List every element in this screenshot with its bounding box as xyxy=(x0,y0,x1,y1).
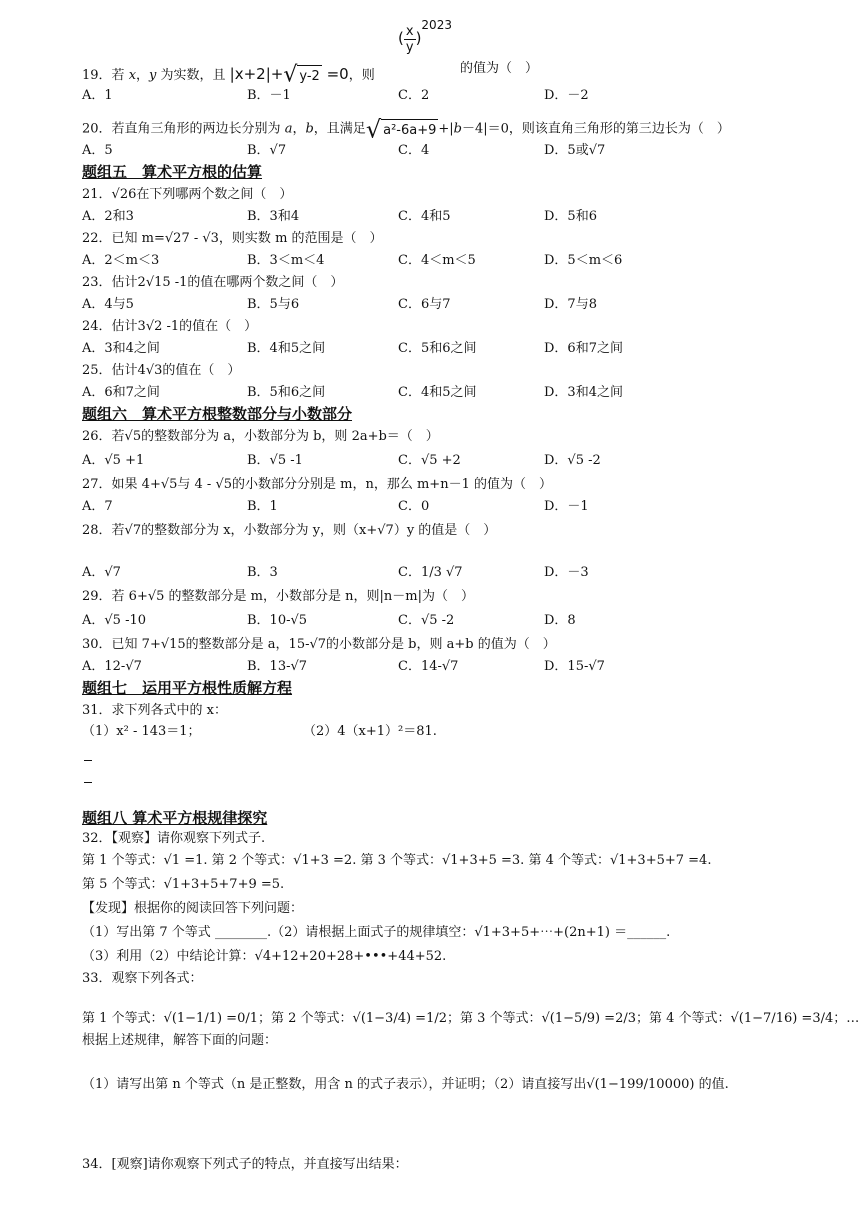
q23-option-c: C．6与7 xyxy=(398,297,451,312)
q24-option-c: C．5和6之间 xyxy=(398,341,477,356)
q29-option-d: D．8 xyxy=(544,613,576,628)
q22-option-c: C．4＜m＜5 xyxy=(398,253,476,268)
q28-option-a: A．√7 xyxy=(82,565,121,580)
q22-stem: 22．已知 m=√27 - √3，则实数 m 的范围是（ ） xyxy=(82,231,383,246)
q25-stem: 25．估计4√3的值在（ ） xyxy=(82,363,241,378)
q30-stem: 30．已知 7+√15的整数部分是 a，15-√7的小数部分是 b，则 a+b 的值为（ ） xyxy=(82,637,556,652)
q32-stem: 32．【观察】请你观察下列式子. xyxy=(82,831,266,846)
q34-stem: 34．[观察]请你观察下列式子的特点，并直接写出结果： xyxy=(82,1157,408,1172)
q24-option-d: D．6和7之间 xyxy=(544,341,623,356)
q19-option-c: C．2 xyxy=(398,88,430,103)
q29-option-c: C．√5 -2 xyxy=(398,613,455,628)
q29-stem: 29．若 6+√5 的整数部分是 m，小数部分是 n，则|n－m|为（ ） xyxy=(82,589,474,604)
q33-line-1: 第 1 个等式：√(1−1/1) =0/1；第 2 个等式：√(1−3/4) =1/2；第 3 个等式：√(1−5/9) =2/3；第 4 个等式：√(1−7/16) =3/4；… xyxy=(82,1011,860,1026)
group-7-heading: 题组七 运用平方根性质解方程 xyxy=(82,679,293,697)
q19-stem: 19．若 x，y 为实数，且 |x+2|+√ y-2 =0，则 xyxy=(82,62,375,87)
q30-option-a: A．12-√7 xyxy=(82,659,142,674)
q28-option-d: D．－3 xyxy=(544,565,589,580)
q20-option-c: C．4 xyxy=(398,143,430,158)
q25-option-a: A．6和7之间 xyxy=(82,385,160,400)
q26-option-c: C．√5 +2 xyxy=(398,453,461,468)
q23-option-d: D．7与8 xyxy=(544,297,597,312)
answer-line xyxy=(84,782,92,783)
q27-option-c: C．0 xyxy=(398,499,430,514)
q24-option-a: A．3和4之间 xyxy=(82,341,160,356)
q33-stem: 33．观察下列各式： xyxy=(82,971,203,986)
q27-option-b: B．1 xyxy=(247,499,278,514)
q31-part-1: （1）x² - 143＝1； xyxy=(82,724,201,739)
q26-option-d: D．√5 -2 xyxy=(544,453,601,468)
q25-option-b: B．5和6之间 xyxy=(247,385,326,400)
answer-line xyxy=(84,760,92,761)
q21-option-d: D．5和6 xyxy=(544,209,597,224)
q19-option-d: D．－2 xyxy=(544,88,589,103)
q22-option-a: A．2＜m＜3 xyxy=(82,253,160,268)
q32-part-3: （3）利用（2）中结论计算：√4+12+20+28+•••+44+52. xyxy=(82,949,447,964)
q23-option-a: A．4与5 xyxy=(82,297,134,312)
q26-option-b: B．√5 -1 xyxy=(247,453,303,468)
q26-option-a: A．√5 +1 xyxy=(82,453,145,468)
q25-option-d: D．3和4之间 xyxy=(544,385,623,400)
group-6-heading: 题组六 算术平方根整数部分与小数部分 xyxy=(82,405,353,423)
q29-option-b: B．10-√5 xyxy=(247,613,308,628)
q32-line-1: 第 1 个等式：√1 =1. 第 2 个等式：√1+3 =2. 第 3 个等式：√1+3+5 =3. 第 4 个等式：√1+3+5+7 =4. xyxy=(82,853,712,868)
q21-option-a: A．2和3 xyxy=(82,209,134,224)
q27-option-a: A．7 xyxy=(82,499,113,514)
q33-parts: （1）请写出第 n 个等式（n 是正整数，用含 n 的式子表示），并证明；（2）请直接写出√(1−199/10000) 的值. xyxy=(82,1077,729,1092)
q30-option-d: D．15-√7 xyxy=(544,659,605,674)
q33-rule: 根据上述规律，解答下面的问题： xyxy=(82,1033,278,1048)
q28-option-b: B．3 xyxy=(247,565,278,580)
q20-option-b: B．√7 xyxy=(247,143,287,158)
q20-option-a: A．5 xyxy=(82,143,113,158)
q32-line-2: 第 5 个等式：√1+3+5+7+9 =5. xyxy=(82,877,285,892)
q30-option-c: C．14-√7 xyxy=(398,659,459,674)
q28-stem: 28．若√7的整数部分为 x，小数部分为 y，则（x+√7）y 的值是（ ） xyxy=(82,523,497,538)
q32-find: 【发现】根据你的阅读回答下列问题： xyxy=(82,901,304,916)
q27-stem: 27．如果 4+√5与 4 - √5的小数部分分别是 m，n，那么 m+n－1 的值为（ ） xyxy=(82,477,552,492)
q24-option-b: B．4和5之间 xyxy=(247,341,326,356)
q30-option-b: B．13-√7 xyxy=(247,659,308,674)
q25-option-c: C．4和5之间 xyxy=(398,385,477,400)
q19-option-b: B．－1 xyxy=(247,88,291,103)
q27-option-d: D．－1 xyxy=(544,499,589,514)
q23-option-b: B．5与6 xyxy=(247,297,300,312)
q21-option-b: B．3和4 xyxy=(247,209,300,224)
group-5-heading: 题组五 算术平方根的估算 xyxy=(82,163,263,181)
q23-stem: 23．估计2√15 -1的值在哪两个数之间（ ） xyxy=(82,275,344,290)
q20-option-d: D．5或√7 xyxy=(544,143,606,158)
q22-option-d: D．5＜m＜6 xyxy=(544,253,623,268)
q21-stem: 21．√26在下列哪两个数之间（ ） xyxy=(82,187,293,202)
q22-option-b: B．3＜m＜4 xyxy=(247,253,325,268)
q20-stem: 20．若直角三角形的两边长分别为 a，b，且满足√ a²-6a+9 +|b－4|＝0，则该直角三角形的第三边长为（ ） xyxy=(82,115,730,143)
q28-option-c: C．1/3 √7 xyxy=(398,565,463,580)
q19-option-a: A．1 xyxy=(82,88,113,103)
q31-stem: 31．求下列各式中的 x： xyxy=(82,703,228,718)
group-8-heading: 题组八 算术平方根规律探究 xyxy=(82,809,268,827)
q21-option-c: C．4和5 xyxy=(398,209,451,224)
q24-stem: 24．估计3√2 -1的值在（ ） xyxy=(82,319,258,334)
q29-option-a: A．√5 -10 xyxy=(82,613,147,628)
q31-part-2: （2）4（x+1）²＝81. xyxy=(303,724,437,739)
q26-stem: 26．若√5的整数部分为 a，小数部分为 b，则 2a+b＝（ ） xyxy=(82,429,439,444)
q32-part-1-2: （1）写出第 7 个等式 ________.（2）请根据上面式子的规律填空：√1+3+5+⋯+(2n+1) ＝______. xyxy=(82,925,671,940)
q19-power: ( $\frac{x}{y}$ )2023 xyxy=(398,18,452,55)
